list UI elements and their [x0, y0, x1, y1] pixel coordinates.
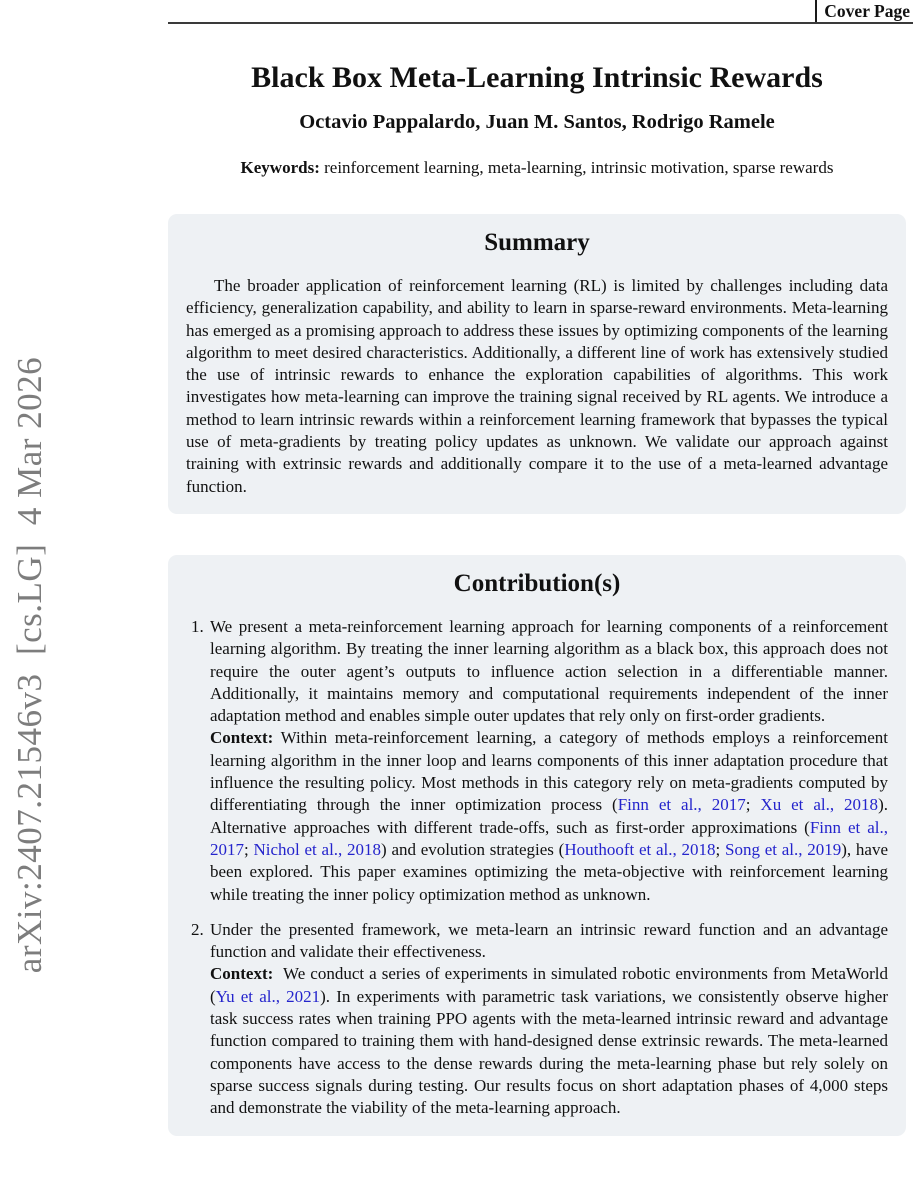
citation-link[interactable]: Finn et al., 2017	[210, 817, 888, 859]
authors-line: Octavio Pappalardo, Juan M. Santos, Rodrigo Ramele	[299, 111, 775, 133]
contribution-context	[210, 963, 888, 1119]
citation-link[interactable]: Houthooft et al., 2018	[564, 839, 716, 859]
keywords-text: reinforcement learning, meta-learning, intrinsic motivation, sparse rewards	[324, 158, 834, 177]
item-text	[210, 919, 888, 1120]
paper-title: Black Box Meta-Learning Intrinsic Rewards	[251, 61, 823, 94]
context-label: Context:	[210, 964, 274, 984]
context-text: Within meta-reinforcement learning, a category of methods employs a reinforcement learning algorithm in the inner loop and learns components of this inner adaptation procedure that influence the resulting policy. Most methods in this category rely on meta-gradients computed by differentiating through the inner optimization process (Finn et al., 2017; Xu et al., 2018). Alternative approaches with different trade-offs, such as first-order approximations (Finn et al., 2017; Nichol et al., 2018) and evolution strategies (Houthooft et al., 2018; Song et al., 2019), have been explored. This paper examines optimizing the meta-objective with reinforcement learning while treating the inner policy optimization method as unknown.	[210, 728, 888, 904]
contributions-heading: Contribution(s)	[453, 569, 621, 597]
contribution-item-2	[186, 919, 888, 1120]
keywords-line	[168, 156, 906, 179]
cover-page-label: Cover Page	[824, 1, 910, 21]
citation-link[interactable]: Song et al., 2019	[724, 839, 842, 859]
context-label: Context:	[210, 728, 274, 748]
content-column	[168, 0, 906, 1136]
arxiv-watermark: arXiv:2407.21546v3 [cs.LG] 4 Mar 2026	[10, 356, 49, 974]
contribution-item-1	[186, 616, 888, 906]
item-number: 2.	[191, 919, 204, 939]
contribution-statement: Under the presented framework, we meta-learn an intrinsic reward function and an advantage function and validate their effectiveness.	[210, 919, 888, 962]
contribution-statement: We present a meta-reinforcement learning approach for learning components of a reinforcement learning algorithm. By treating the inner learning algorithm as a black box, this approach does not require the outer agent’s outputs to influence action selection in a differentiable manner. Additionally, it maintains memory and computational requirements independent of the inner adaptation method and enables simple outer updates that rely only on first-order gradients.	[210, 616, 888, 726]
citation-link[interactable]: Nichol et al., 2018	[253, 839, 382, 859]
citation-link[interactable]: Yu et al., 2021	[215, 986, 321, 1006]
contribution-list	[186, 616, 888, 1120]
contributions-box	[168, 555, 906, 1136]
citation-link[interactable]: Xu et al., 2018	[760, 795, 879, 815]
item-number: 1.	[191, 616, 204, 636]
summary-heading: Summary	[484, 229, 590, 256]
summary-box	[168, 214, 906, 514]
contribution-context	[210, 727, 888, 905]
item-text	[210, 616, 888, 906]
context-text: We conduct a series of experiments in simulated robotic environments from MetaWorld (Yu et al., 2021). In experiments with parametric task variations, we consistently observe higher task success rates when training PPO agents with the meta-learned intrinsic reward and advantage function compared to training them with hand-designed dense extrinsic rewards. The meta-learned components have access to the dense rewards during the meta-learning phase but rely solely on sparse success signals during testing. Our results focus on short adaptation phases of 4,000 steps and demonstrate the viability of the meta-learning approach.	[210, 964, 888, 1118]
keywords-label: Keywords:	[240, 158, 320, 177]
summary-paragraph: The broader application of reinforcement learning (RL) is limited by challenges including data efficiency, generalization capability, and ability to learn in sparse-reward environments. Meta-learning has emerged as a promising approach to address these issues by optimizing components of the learning algorithm to meet desired characteristics. Additionally, a different line of work has extensively studied the use of intrinsic rewards to enhance the exploration capabilities of algorithms. This work investigates how meta-learning can improve the training signal received by RL agents. We introduce a method to learn intrinsic rewards within a reinforcement learning framework that bypasses the typical use of meta-gradients by treating policy updates as unknown. We validate our approach against training with extrinsic rewards and additionally compare it to the use of a meta-learned advantage function.	[186, 276, 888, 496]
citation-link[interactable]: Finn et al., 2017	[617, 795, 746, 815]
